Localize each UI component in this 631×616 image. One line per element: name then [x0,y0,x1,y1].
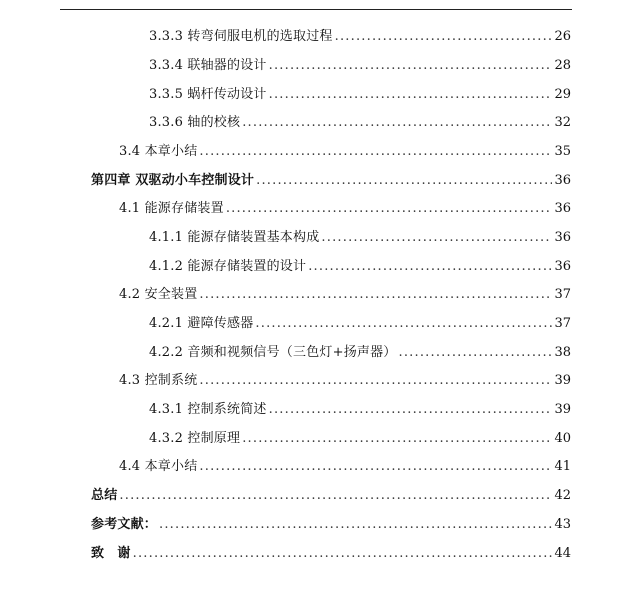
toc-entry-4-3-1[interactable] [149,400,571,420]
toc-page-number: 41 [554,459,571,474]
toc-entry-3-3-5[interactable] [149,85,571,105]
toc-page-number: 37 [554,287,571,302]
toc-page-number: 36 [554,259,571,274]
toc-dot-leader [226,199,553,219]
toc-entry-3-3-3[interactable] [149,27,571,47]
toc-page-number: 32 [554,115,571,130]
toc-entry-4-1-2[interactable] [149,257,571,277]
toc-dot-leader [119,486,552,506]
toc-entry-4-3[interactable] [119,371,571,391]
toc-dot-leader [269,85,553,105]
toc-entry-title: 4.2 安全装置 [119,287,198,302]
toc-entry-3-3-6[interactable] [149,113,571,133]
toc-page-number: 39 [554,373,571,388]
toc-entry-title: 第四章 双驱动小车控制设计 [91,173,255,188]
toc-dot-leader [133,544,553,564]
toc-dot-leader [335,27,553,47]
toc-entry-title: 4.1.1 能源存储装置基本构成 [149,230,320,245]
toc-entry-title: 参考文献： [91,517,158,532]
toc-dot-leader [321,228,552,248]
toc-entry-title: 4.3 控制系统 [119,373,198,388]
toc-page-number: 37 [554,316,571,331]
toc-dot-leader [256,171,552,191]
toc-page-number: 43 [554,517,571,532]
toc-entry-title: 3.3.4 联轴器的设计 [149,58,267,73]
toc-dot-leader [242,429,552,449]
toc-entry-title: 3.4 本章小结 [119,144,198,159]
toc-entry-summary[interactable] [91,486,571,506]
header-rule [60,9,572,10]
toc-dot-leader [242,113,552,133]
toc-entry-4-4[interactable] [119,457,571,477]
toc-entry-title: 4.1 能源存储装置 [119,201,224,216]
toc-entry-3-3-4[interactable] [149,56,571,76]
toc-entry-title: 4.4 本章小结 [119,459,198,474]
toc-page-number: 36 [554,201,571,216]
toc-entry-4-2-1[interactable] [149,314,571,334]
toc-page-number: 36 [554,173,571,188]
toc-page-number: 39 [554,402,571,417]
toc-dot-leader [255,314,552,334]
toc-page-number: 35 [554,144,571,159]
toc-entry-4-1[interactable] [119,199,571,219]
toc-page-number: 26 [554,29,571,44]
toc-entry-title: 4.2.1 避障传感器 [149,316,254,331]
toc-entry-title: 致 谢 [91,546,131,561]
toc-page-number: 29 [554,87,571,102]
toc-entry-chapter-4[interactable] [91,171,571,191]
toc-dot-leader [159,515,552,535]
toc-page-number: 36 [554,230,571,245]
toc-dot-leader [399,343,553,363]
toc-entry-3-4[interactable] [119,142,571,162]
toc-page-number: 38 [554,345,571,360]
toc-entry-title: 总结 [91,488,118,503]
toc-entry-title: 4.3.1 控制系统简述 [149,402,267,417]
toc-entry-title: 4.1.2 能源存储装置的设计 [149,259,307,274]
toc-entry-title: 4.3.2 控制原理 [149,431,241,446]
toc-dot-leader [308,257,552,277]
toc-dot-leader [199,371,552,391]
toc-page-number: 42 [554,488,571,503]
toc-entry-4-2[interactable] [119,285,571,305]
toc-entry-acknowledgements[interactable] [91,544,571,564]
toc-page-number: 28 [554,58,571,73]
toc-dot-leader [199,142,552,162]
toc-dot-leader [199,457,552,477]
toc-entry-title: 4.2.2 音频和视频信号（三色灯+扬声器） [149,345,397,360]
toc-entry-title: 3.3.3 转弯伺服电机的选取过程 [149,29,333,44]
toc-entry-4-3-2[interactable] [149,429,571,449]
toc-page-number: 40 [554,431,571,446]
toc-page-number: 44 [554,546,571,561]
toc-entry-4-2-2[interactable] [149,343,571,363]
toc-entry-references[interactable] [91,515,571,535]
toc-dot-leader [199,285,552,305]
toc-entry-title: 3.3.5 蜗杆传动设计 [149,87,267,102]
toc-entry-title: 3.3.6 轴的校核 [149,115,241,130]
toc-entry-4-1-1[interactable] [149,228,571,248]
toc-dot-leader [269,56,553,76]
toc-dot-leader [269,400,553,420]
